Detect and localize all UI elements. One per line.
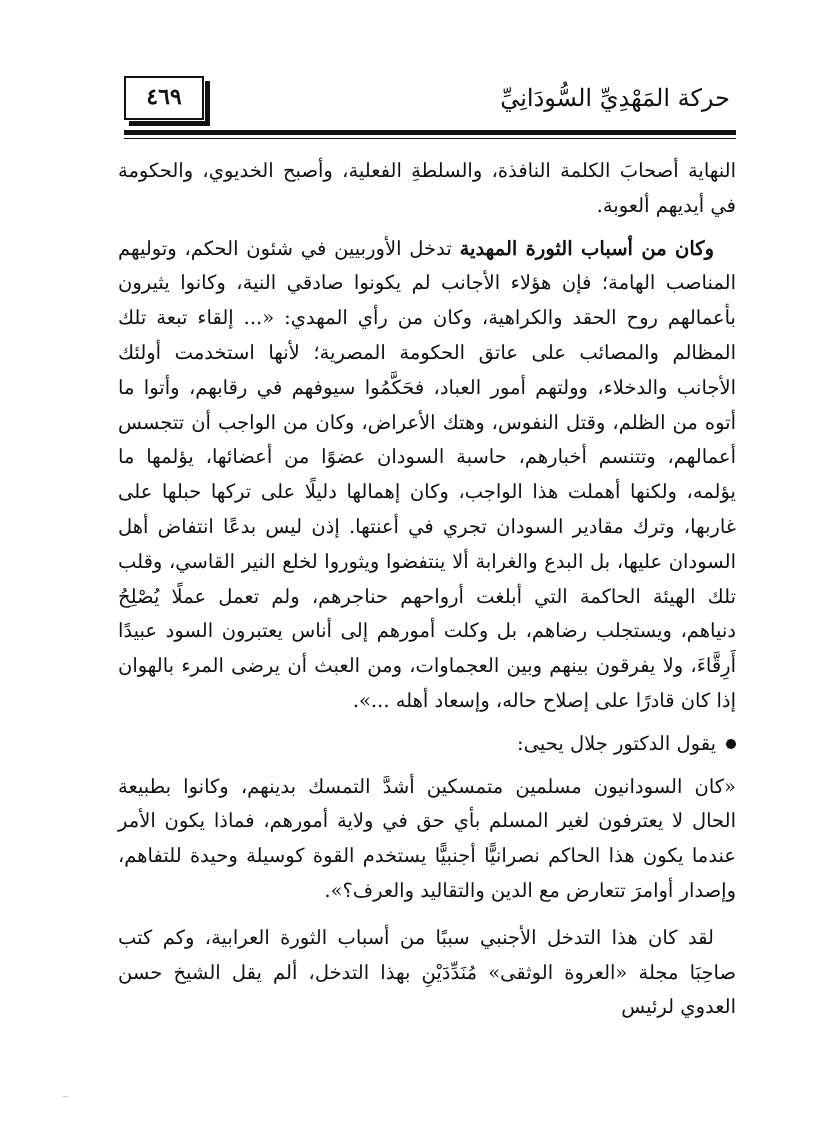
quotation: «كان السودانيون مسلمين متمسكين أشدَّ التمسك بدينهم، وكانوا بطبيعة الحال لا يعترفون لغير المسلم بأي حق في ولاية أمورهم، فماذا يكون الأمر عندما يكون هذا الحاكم نصرانيًّا أجنبيًّا يستخدم القوة كوسيلة وحيدة للتفاهم، وإصدار أوامرَ تتعارض مع الدين والتقاليد والعرف؟». xyxy=(118,774,736,902)
running-title: حركة المَهْدِيِّ السُّودَانِيِّ xyxy=(500,84,730,112)
header-rule-thin xyxy=(124,138,736,139)
bullet-icon xyxy=(726,739,736,749)
body-text xyxy=(118,154,736,1025)
paragraph-causes xyxy=(118,232,736,719)
page-number-box xyxy=(124,76,204,120)
header-rule-thick xyxy=(124,130,736,135)
paragraph-lead: وكان من أسباب الثورة المهدية xyxy=(459,236,714,260)
page-number: ٤٦٩ xyxy=(146,84,182,110)
bullet-item xyxy=(118,727,736,762)
bullet-text: يقول الدكتور جلال يحيى: xyxy=(517,731,716,755)
scan-mark xyxy=(62,1096,68,1097)
paragraph-continuation: النهاية أصحابَ الكلمة النافذة، والسلطةِ الفعلية، وأصبح الخديوي، والحكومة في أيديهم ألعوبة. xyxy=(118,159,736,217)
paragraph-body: تدخل الأوربيين في شئون الحكم، وتوليهم المناصب الهامة؛ فإن هؤلاء الأجانب لم يكونوا صادقي النية، وكانوا يثيرون بأعمالهم روح الحقد والكراهية، وكان من رأي المهدي: «... إلقاء تبعة تلك المظالم والمصائب على عاتق الحكومة المصرية؛ لأنها استخدمت أولئك الأجانب والدخلاء، وولتهم أمور العباد، فحَكَّمُوا سيوفهم في رقابهم، وأتوا ما أتوه من الظلم، وقتل النفوس، وهتك الأعراض، وكان من الواجب أن تتجسس أعمالهم، وتتنسم أخبارهم، حاسبة السودان عضوًا من أعضائها، يؤلمها ما يؤلمه، ولكنها أهملت هذا الواجب، وكان إهمالها دليلًا على تركها حبلها على غاربها، وترك مقادير السودان تجري في أعنتها. إذن ليس بدعًا انتفاض أهل السودان عليها، بل البدع والغرابة ألا ينتفضوا ويثوروا لخلع النير القاسي، وقلب تلك الهيئة الحاكمة التي أبلغت أرواحهم حناجرهم، ولم تعمل عملًا يُصْلِحُ دنياهم، ويستجلب رضاهم، بل وكلت أمورهم إلى أناس يعتبرون السود عبيدًا أَرِقَّاءَ، ولا يفرقون بينهم وبين العجماوات، ومن العبث أن يرضى المرء بالهوان إذا كان قادرًا على إصلاح حاله، وإسعاد أهله ...». xyxy=(118,236,736,712)
paragraph-intervention: لقد كان هذا التدخل الأجنبي سببًا من أسباب الثورة العرابية، وكم كتب صاحِبَا مجلة «العروة الوثقى» مُنَدِّدَيْنِ بهذا التدخل، ألم يقل الشيخ حسن العدوي لرئيس xyxy=(118,925,736,1019)
